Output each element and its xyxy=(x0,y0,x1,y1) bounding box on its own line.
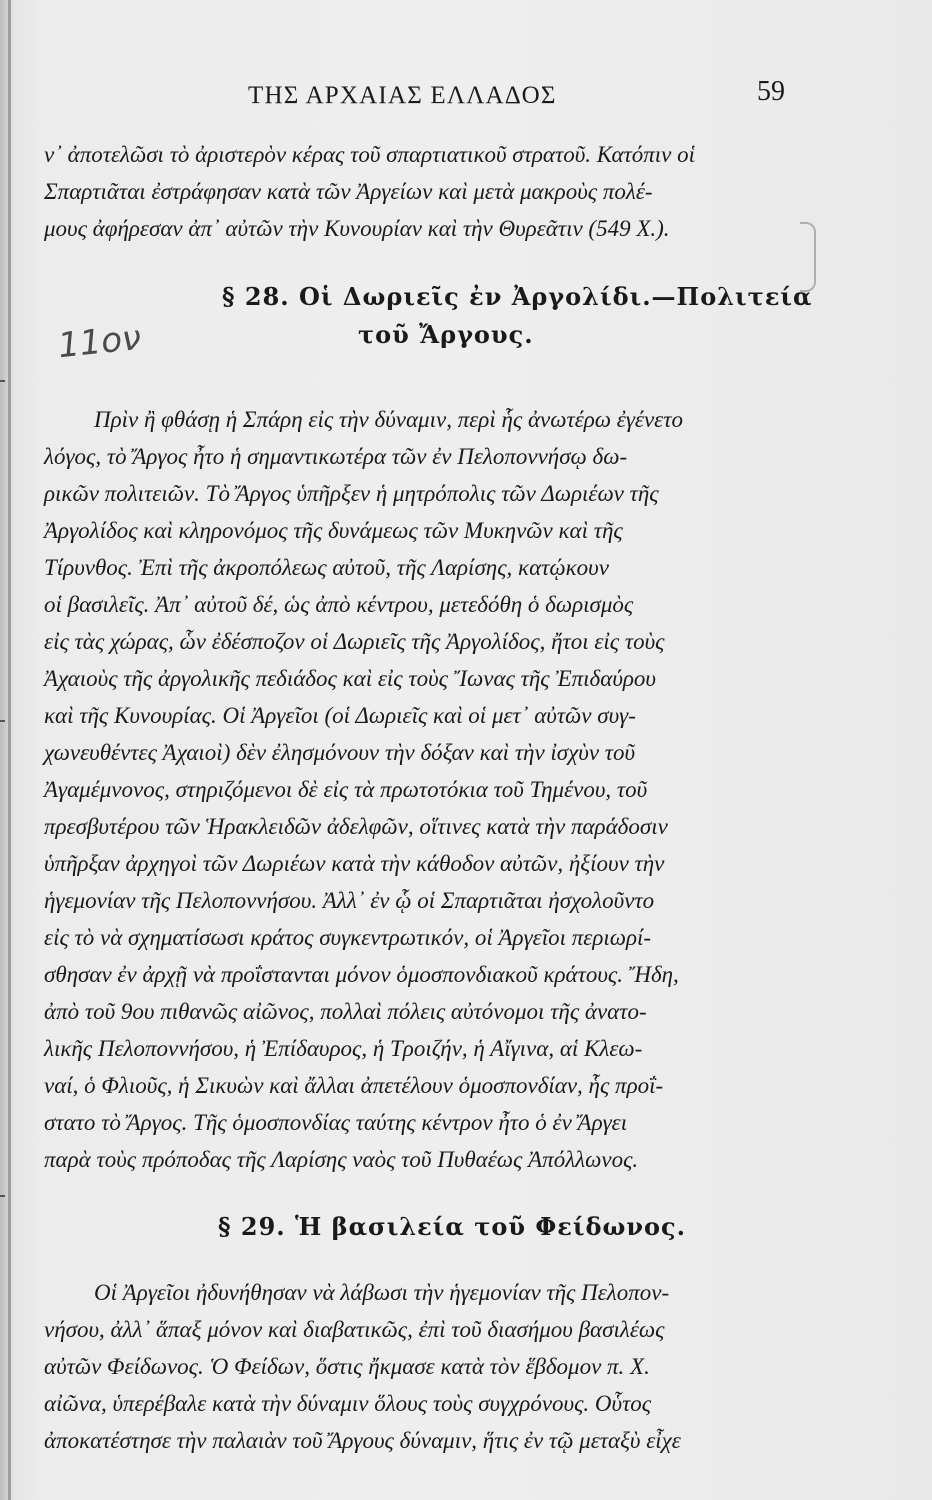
text-line: εἰς τὸ νὰ σχηματίσωσι κράτος συγκεντρωτικόν, οἱ Ἀργεῖοι περιωρί- xyxy=(44,925,652,950)
text-line: καὶ τῆς Κυνουρίας. Οἱ Ἀργεῖοι (οἱ Δωριεῖς καὶ οἱ μετ᾽ αὐτῶν συγ- xyxy=(44,703,636,728)
handwritten-annotation: 11ον xyxy=(56,317,143,367)
text-line: μους ἀφήρεσαν ἀπ᾽ αὐτῶν τὴν Κυνουρίαν καὶ τὴν Θυρεᾶτιν (549 Χ.). xyxy=(44,216,670,241)
margin-tick xyxy=(0,380,5,382)
text-line: Τίρυνθος. Ἐπὶ τῆς ἀκροπόλεως αὐτοῦ, τῆς Λαρίσης, κατῴκουν xyxy=(44,555,609,580)
text-line: Πρὶν ἢ φθάσῃ ἡ Σπάρη εἰς τὴν δύναμιν, περὶ ἧς ἀνωτέρω ἐγένετο xyxy=(94,407,683,432)
text-line: χωνευθέντες Ἀχαιοὶ) δὲν ἐλησμόνουν τὴν δόξαν καὶ τὴν ἰσχὺν τοῦ xyxy=(44,740,636,765)
text-line: ἡγεμονίαν τῆς Πελοποννήσου. Ἀλλ᾽ ἐν ᾧ οἱ Σπαρτιᾶται ἠσχολοῦντο xyxy=(44,888,655,913)
margin-tick xyxy=(0,720,5,722)
text-line: πρεσβυτέρου τῶν Ἡρακλειδῶν ἀδελφῶν, οἵτινες κατὰ τὴν παράδοσιν xyxy=(44,814,668,839)
text-line: Ἀχαιοὺς τῆς ἀργολικῆς πεδιάδος καὶ εἰς τοὺς Ἴωνας τῆς Ἐπιδαύρου xyxy=(44,666,656,691)
text-line: νήσου, ἀλλ᾽ ἅπαξ μόνον καὶ διαβατικῶς, ἐπὶ τοῦ διασήμου βασιλέως xyxy=(44,1317,665,1342)
running-header-title: ΤΗΣ ΑΡΧΑΙΑΣ ΕΛΛΑΔΟΣ xyxy=(248,82,557,109)
text-line: ρικῶν πολιτειῶν. Τὸ Ἄργος ὑπῆρξεν ἡ μητρόπολις τῶν Δωριέων τῆς xyxy=(44,481,659,506)
text-line: αἰῶνα, ὑπερέβαλε κατὰ τὴν δύναμιν ὅλους τοὺς συγχρόνους. Οὗτος xyxy=(44,1391,652,1416)
section-heading: § 28. Οἱ Δωριεῖς ἐν Ἀργολίδι.—Πολιτεία xyxy=(222,282,813,311)
margin-tick xyxy=(0,1195,5,1197)
text-line: Ἀγαμέμνονος, στηριζόμενοι δὲ εἰς τὰ πρωτοτόκια τοῦ Τημένου, τοῦ xyxy=(44,777,648,802)
text-line: εἰς τὰς χώρας, ὧν ἐδέσποζον οἱ Δωριεῖς τῆς Ἀργολίδος, ἤτοι εἰς τοὺς xyxy=(44,629,665,654)
text-line: οἱ βασιλεῖς. Ἀπ᾽ αὐτοῦ δέ, ὡς ἀπὸ κέντρου, μετεδόθη ὁ δωρισμὸς xyxy=(44,592,634,617)
text-line: ν᾽ ἀποτελῶσι τὸ ἀριστερὸν κέρας τοῦ σπαρτιατικοῦ στρατοῦ. Κατόπιν οἱ xyxy=(44,142,696,167)
text-line: σθησαν ἐν ἀρχῇ νὰ προΐστανται μόνον ὁμοσπονδιακοῦ κράτους. Ἤδη, xyxy=(44,962,679,987)
text-line: λόγος, τὸ Ἄργος ἦτο ἡ σημαντικωτέρα τῶν ἐν Πελοποννήσῳ δω- xyxy=(44,444,628,469)
text-line: ὑπῆρξαν ἀρχηγοὶ τῶν Δωριέων κατὰ τὴν κάθοδον αὐτῶν, ἠξίουν τὴν xyxy=(44,851,665,876)
section-heading-continuation: τοῦ Ἄργους. xyxy=(358,320,534,349)
text-line: Οἱ Ἀργεῖοι ἠδυνήθησαν νὰ λάβωσι τὴν ἡγεμονίαν τῆς Πελοπον- xyxy=(94,1280,670,1305)
page-number: 59 xyxy=(757,76,785,107)
text-line: Ἀργολίδος καὶ κληρονόμος τῆς δυνάμεως τῶν Μυκηνῶν καὶ τῆς xyxy=(44,518,623,543)
text-line: λικῆς Πελοποννήσου, ἡ Ἐπίδαυρος, ἡ Τροιζήν, ἡ Αἴγινα, αἱ Κλεω- xyxy=(44,1036,643,1061)
text-line: ναί, ὁ Φλιοῦς, ἡ Σικυὼν καὶ ἄλλαι ἀπετέλουν ὁμοσπονδίαν, ἧς προΐ- xyxy=(44,1073,664,1098)
text-line: Σπαρτιᾶται ἐστράφησαν κατὰ τῶν Ἀργείων καὶ μετὰ μακροὺς πολέ- xyxy=(44,179,653,204)
text-line: παρὰ τοὺς πρόποδας τῆς Λαρίσης ναὸς τοῦ Πυθαέως Ἀπόλλωνος. xyxy=(44,1147,639,1172)
text-line: αὐτῶν Φείδωνος. Ὁ Φείδων, ὅστις ἤκμασε κατὰ τὸν ἕβδομον π. Χ. xyxy=(44,1354,650,1379)
text-line: ἀπὸ τοῦ 9ου πιθανῶς αἰῶνος, πολλαὶ πόλεις αὐτόνομοι τῆς ἀνατο- xyxy=(44,999,647,1024)
text-line: ἀποκατέστησε τὴν παλαιὰν τοῦ Ἄργους δύναμιν, ἥτις ἐν τῷ μεταξὺ εἶχε xyxy=(44,1428,681,1453)
page-binding-edge xyxy=(8,0,11,1500)
text-line: στατο τὸ Ἄργος. Τῆς ὁμοσπονδίας ταύτης κέντρον ἦτο ὁ ἐν Ἄργει xyxy=(44,1110,628,1135)
section-heading: § 29. Ἡ βασιλεία τοῦ Φείδωνος. xyxy=(218,1212,686,1241)
